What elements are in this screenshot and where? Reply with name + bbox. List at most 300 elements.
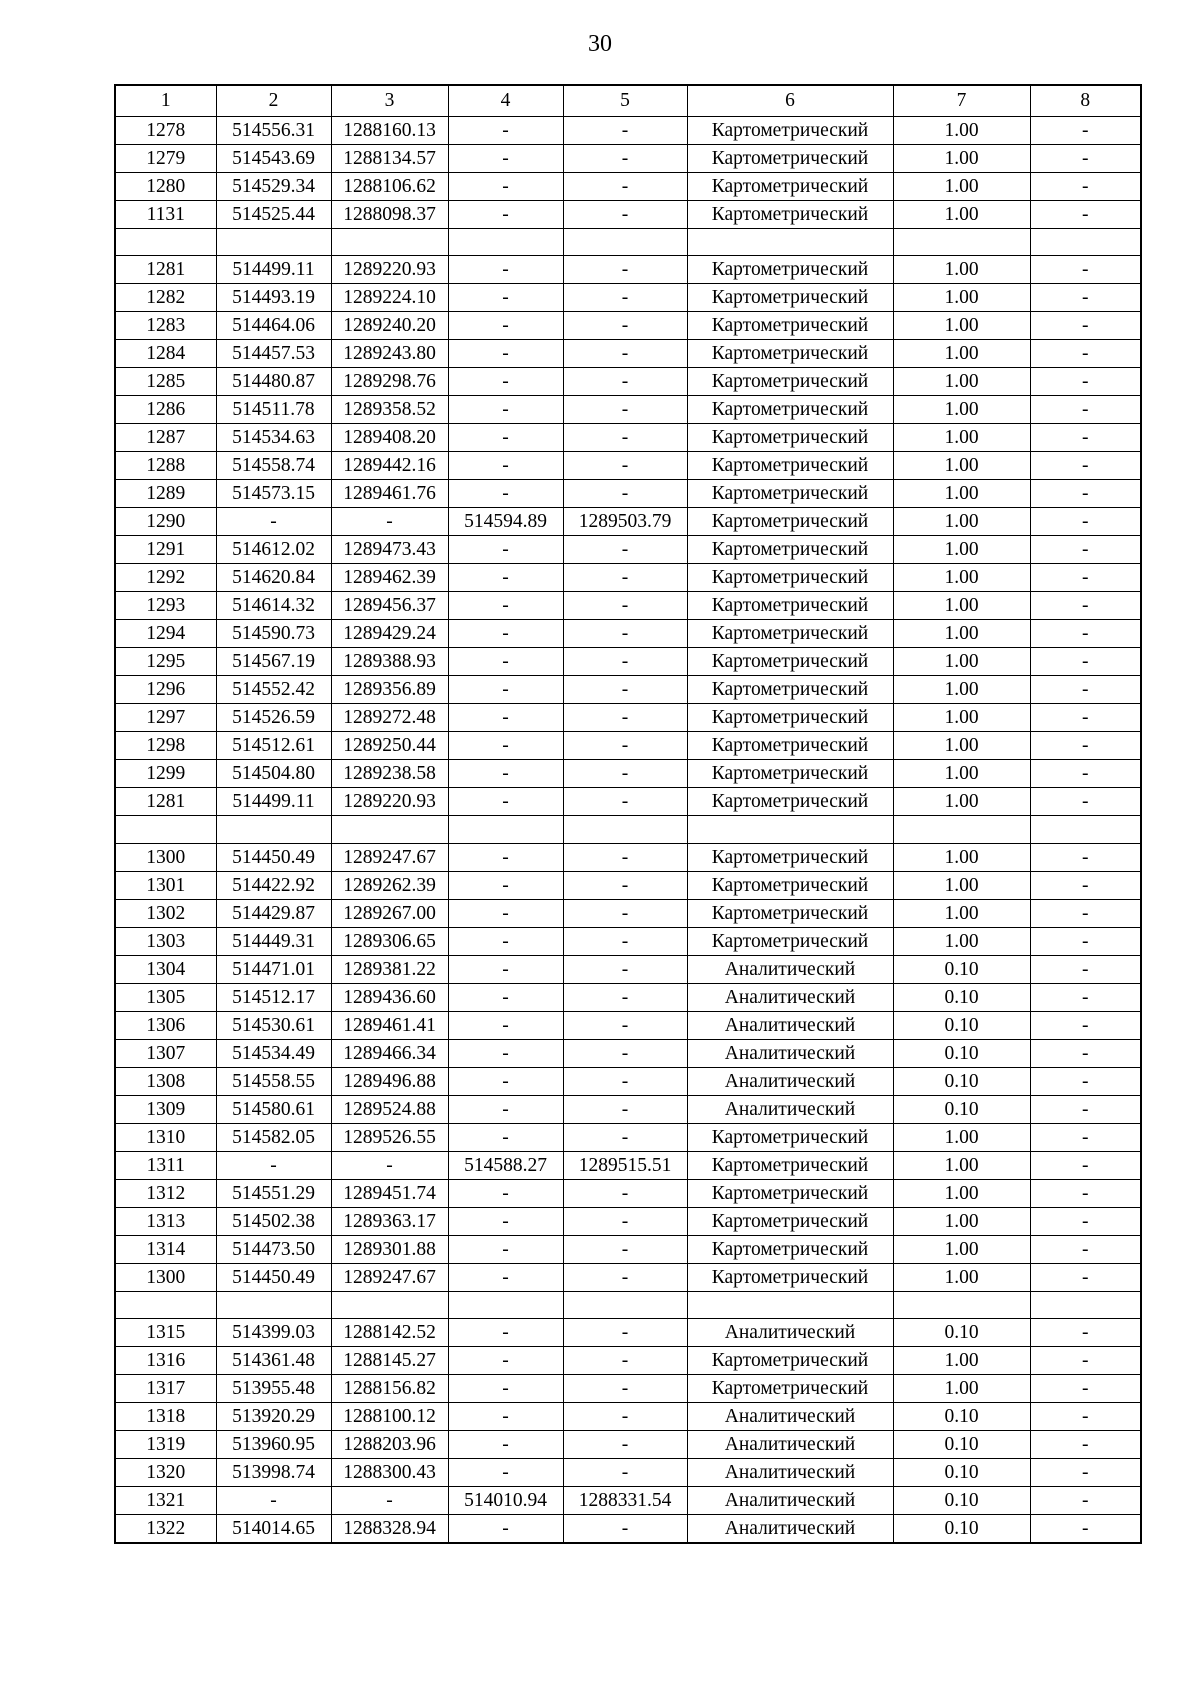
table-row (115, 1375, 1141, 1403)
accuracy-cell: 1.00 (893, 452, 1030, 480)
x-new-coordinate-cell (448, 816, 563, 844)
x-coordinate-cell: 514620.84 (216, 564, 331, 592)
accuracy-cell: 1.00 (893, 368, 1030, 396)
x-new-coordinate-cell: - (448, 1011, 563, 1039)
y-coordinate-cell: 1289388.93 (331, 648, 448, 676)
description-cell: - (1030, 284, 1141, 312)
y-new-coordinate-cell: - (563, 1263, 687, 1291)
x-new-coordinate-cell: - (448, 480, 563, 508)
column-header: 5 (563, 85, 687, 116)
point-number-cell: 1308 (115, 1067, 216, 1095)
table-row (115, 704, 1141, 732)
x-new-coordinate-cell: - (448, 284, 563, 312)
method-cell: Аналитический (687, 1319, 893, 1347)
point-number-cell: 1316 (115, 1347, 216, 1375)
table-row (115, 927, 1141, 955)
column-header: 6 (687, 85, 893, 116)
method-cell: Картометрический (687, 760, 893, 788)
point-number-cell: 1301 (115, 871, 216, 899)
x-new-coordinate-cell: - (448, 1375, 563, 1403)
description-cell: - (1030, 955, 1141, 983)
accuracy-cell: 1.00 (893, 200, 1030, 228)
description-cell: - (1030, 368, 1141, 396)
accuracy-cell: 1.00 (893, 871, 1030, 899)
method-cell (687, 228, 893, 256)
x-coordinate-cell: 514512.61 (216, 732, 331, 760)
y-new-coordinate-cell: - (563, 564, 687, 592)
description-cell: - (1030, 1515, 1141, 1544)
y-coordinate-cell: 1289272.48 (331, 704, 448, 732)
table-row (115, 1067, 1141, 1095)
description-cell: - (1030, 648, 1141, 676)
y-new-coordinate-cell: 1289503.79 (563, 508, 687, 536)
column-header: 2 (216, 85, 331, 116)
y-new-coordinate-cell: - (563, 1095, 687, 1123)
method-cell: Картометрический (687, 368, 893, 396)
x-new-coordinate-cell: - (448, 871, 563, 899)
point-number-cell: 1296 (115, 676, 216, 704)
y-coordinate-cell: 1288134.57 (331, 144, 448, 172)
table-row (115, 368, 1141, 396)
point-number-cell (115, 816, 216, 844)
description-cell: - (1030, 1095, 1141, 1123)
y-new-coordinate-cell: - (563, 1515, 687, 1544)
table-row (115, 312, 1141, 340)
x-new-coordinate-cell: - (448, 1235, 563, 1263)
x-coordinate-cell: 514449.31 (216, 927, 331, 955)
table-row (115, 1235, 1141, 1263)
accuracy-cell: 0.10 (893, 1095, 1030, 1123)
x-coordinate-cell: 514530.61 (216, 1011, 331, 1039)
table-row (115, 788, 1141, 816)
accuracy-cell: 1.00 (893, 480, 1030, 508)
description-cell: - (1030, 983, 1141, 1011)
method-cell: Аналитический (687, 1067, 893, 1095)
y-new-coordinate-cell: - (563, 1403, 687, 1431)
x-new-coordinate-cell: - (448, 648, 563, 676)
y-new-coordinate-cell: 1289515.51 (563, 1151, 687, 1179)
accuracy-cell: 0.10 (893, 983, 1030, 1011)
x-coordinate-cell: 514422.92 (216, 871, 331, 899)
y-new-coordinate-cell: - (563, 1011, 687, 1039)
y-coordinate-cell: - (331, 508, 448, 536)
x-coordinate-cell: 514526.59 (216, 704, 331, 732)
y-coordinate-cell: 1289456.37 (331, 592, 448, 620)
y-coordinate-cell: 1289301.88 (331, 1235, 448, 1263)
x-new-coordinate-cell: - (448, 592, 563, 620)
point-number-cell: 1313 (115, 1207, 216, 1235)
accuracy-cell: 1.00 (893, 592, 1030, 620)
y-coordinate-cell: 1288100.12 (331, 1403, 448, 1431)
y-new-coordinate-cell: - (563, 760, 687, 788)
table-row (115, 172, 1141, 200)
y-new-coordinate-cell: - (563, 732, 687, 760)
x-coordinate-cell: - (216, 1151, 331, 1179)
x-coordinate-cell (216, 228, 331, 256)
column-header: 7 (893, 85, 1030, 116)
method-cell: Картометрический (687, 564, 893, 592)
description-cell: - (1030, 1487, 1141, 1515)
accuracy-cell: 0.10 (893, 1431, 1030, 1459)
x-coordinate-cell: 514429.87 (216, 899, 331, 927)
x-coordinate-cell: 514493.19 (216, 284, 331, 312)
description-cell: - (1030, 788, 1141, 816)
y-coordinate-cell: 1289298.76 (331, 368, 448, 396)
y-new-coordinate-cell: - (563, 620, 687, 648)
point-number-cell: 1307 (115, 1039, 216, 1067)
x-coordinate-cell: 514612.02 (216, 536, 331, 564)
x-new-coordinate-cell: - (448, 1515, 563, 1544)
y-coordinate-cell: 1289429.24 (331, 620, 448, 648)
table-row (115, 340, 1141, 368)
x-new-coordinate-cell: 514588.27 (448, 1151, 563, 1179)
table-row (115, 1515, 1141, 1544)
description-cell: - (1030, 1151, 1141, 1179)
method-cell: Картометрический (687, 340, 893, 368)
accuracy-cell: 1.00 (893, 843, 1030, 871)
accuracy-cell: 0.10 (893, 1403, 1030, 1431)
description-cell: - (1030, 1011, 1141, 1039)
x-new-coordinate-cell: - (448, 256, 563, 284)
accuracy-cell: 1.00 (893, 704, 1030, 732)
x-new-coordinate-cell: - (448, 200, 563, 228)
point-number-cell: 1305 (115, 983, 216, 1011)
accuracy-cell: 1.00 (893, 424, 1030, 452)
table-row (115, 1151, 1141, 1179)
x-new-coordinate-cell: 514594.89 (448, 508, 563, 536)
point-number-cell (115, 1291, 216, 1319)
table-row (115, 1263, 1141, 1291)
description-cell: - (1030, 1207, 1141, 1235)
x-coordinate-cell: 514582.05 (216, 1123, 331, 1151)
accuracy-cell: 0.10 (893, 1459, 1030, 1487)
x-coordinate-cell: 514499.11 (216, 256, 331, 284)
table-row (115, 648, 1141, 676)
x-coordinate-cell: 514504.80 (216, 760, 331, 788)
accuracy-cell: 1.00 (893, 899, 1030, 927)
method-cell: Картометрический (687, 899, 893, 927)
method-cell: Картометрический (687, 144, 893, 172)
table-row (115, 536, 1141, 564)
table-row (115, 1347, 1141, 1375)
y-coordinate-cell: 1289220.93 (331, 256, 448, 284)
x-coordinate-cell: 514499.11 (216, 788, 331, 816)
point-number-cell: 1322 (115, 1515, 216, 1544)
point-number-cell: 1281 (115, 788, 216, 816)
table-row (115, 116, 1141, 144)
y-new-coordinate-cell: - (563, 256, 687, 284)
y-new-coordinate-cell: - (563, 1067, 687, 1095)
y-coordinate-cell: 1289451.74 (331, 1179, 448, 1207)
accuracy-cell: 1.00 (893, 1151, 1030, 1179)
y-new-coordinate-cell: - (563, 871, 687, 899)
y-coordinate-cell: 1288156.82 (331, 1375, 448, 1403)
column-header: 1 (115, 85, 216, 116)
y-new-coordinate-cell: - (563, 1375, 687, 1403)
accuracy-cell: 1.00 (893, 788, 1030, 816)
description-cell: - (1030, 1375, 1141, 1403)
point-number-cell: 1318 (115, 1403, 216, 1431)
point-number-cell: 1306 (115, 1011, 216, 1039)
method-cell: Картометрический (687, 1207, 893, 1235)
x-new-coordinate-cell: - (448, 983, 563, 1011)
x-new-coordinate-cell: - (448, 843, 563, 871)
accuracy-cell: 1.00 (893, 620, 1030, 648)
point-number-cell: 1289 (115, 480, 216, 508)
description-cell (1030, 228, 1141, 256)
table-row (115, 1487, 1141, 1515)
table-row (115, 1459, 1141, 1487)
method-cell: Картометрический (687, 1179, 893, 1207)
y-new-coordinate-cell: - (563, 312, 687, 340)
description-cell (1030, 816, 1141, 844)
y-new-coordinate-cell: - (563, 1319, 687, 1347)
method-cell: Картометрический (687, 284, 893, 312)
accuracy-cell: 0.10 (893, 955, 1030, 983)
table-row (115, 1123, 1141, 1151)
x-new-coordinate-cell: - (448, 1319, 563, 1347)
method-cell: Аналитический (687, 1403, 893, 1431)
table-row (115, 1095, 1141, 1123)
accuracy-cell: 1.00 (893, 1179, 1030, 1207)
x-coordinate-cell: 514014.65 (216, 1515, 331, 1544)
y-new-coordinate-cell: - (563, 144, 687, 172)
y-new-coordinate-cell: - (563, 1179, 687, 1207)
x-new-coordinate-cell: - (448, 1403, 563, 1431)
accuracy-cell: 0.10 (893, 1011, 1030, 1039)
x-new-coordinate-cell: - (448, 452, 563, 480)
x-coordinate-cell: 514512.17 (216, 983, 331, 1011)
y-coordinate-cell: 1289524.88 (331, 1095, 448, 1123)
y-new-coordinate-cell: - (563, 899, 687, 927)
method-cell: Картометрический (687, 871, 893, 899)
method-cell: Картометрический (687, 704, 893, 732)
description-cell: - (1030, 564, 1141, 592)
method-cell: Аналитический (687, 1095, 893, 1123)
y-coordinate-cell: 1288145.27 (331, 1347, 448, 1375)
x-coordinate-cell: 514558.74 (216, 452, 331, 480)
x-coordinate-cell: 514457.53 (216, 340, 331, 368)
y-coordinate-cell: - (331, 1487, 448, 1515)
description-cell (1030, 1291, 1141, 1319)
method-cell: Картометрический (687, 256, 893, 284)
y-coordinate-cell: 1289496.88 (331, 1067, 448, 1095)
accuracy-cell: 1.00 (893, 340, 1030, 368)
description-cell: - (1030, 424, 1141, 452)
x-new-coordinate-cell: - (448, 1095, 563, 1123)
x-coordinate-cell: 514529.34 (216, 172, 331, 200)
x-new-coordinate-cell: - (448, 1039, 563, 1067)
description-cell: - (1030, 843, 1141, 871)
method-cell: Аналитический (687, 1431, 893, 1459)
method-cell: Картометрический (687, 1347, 893, 1375)
x-coordinate-cell: 513920.29 (216, 1403, 331, 1431)
x-new-coordinate-cell: 514010.94 (448, 1487, 563, 1515)
page-number: 30 (588, 31, 612, 57)
x-coordinate-cell: 514502.38 (216, 1207, 331, 1235)
x-coordinate-cell: 514399.03 (216, 1319, 331, 1347)
y-new-coordinate-cell: - (563, 592, 687, 620)
point-number-cell: 1290 (115, 508, 216, 536)
description-cell: - (1030, 340, 1141, 368)
accuracy-cell: 1.00 (893, 927, 1030, 955)
description-cell: - (1030, 760, 1141, 788)
x-new-coordinate-cell: - (448, 1459, 563, 1487)
description-cell: - (1030, 536, 1141, 564)
x-coordinate-cell: 514580.61 (216, 1095, 331, 1123)
x-coordinate-cell: 514614.32 (216, 592, 331, 620)
description-cell: - (1030, 592, 1141, 620)
x-coordinate-cell: 514471.01 (216, 955, 331, 983)
accuracy-cell (893, 816, 1030, 844)
accuracy-cell: 1.00 (893, 312, 1030, 340)
method-cell: Картометрический (687, 172, 893, 200)
x-coordinate-cell: 514543.69 (216, 144, 331, 172)
x-coordinate-cell (216, 1291, 331, 1319)
x-coordinate-cell: 513960.95 (216, 1431, 331, 1459)
method-cell: Аналитический (687, 1487, 893, 1515)
y-coordinate-cell: 1289356.89 (331, 676, 448, 704)
method-cell: Картометрический (687, 452, 893, 480)
y-coordinate-cell: 1288106.62 (331, 172, 448, 200)
y-new-coordinate-cell: - (563, 1459, 687, 1487)
point-number-cell: 1303 (115, 927, 216, 955)
description-cell: - (1030, 1403, 1141, 1431)
y-coordinate-cell: 1289461.41 (331, 1011, 448, 1039)
description-cell: - (1030, 927, 1141, 955)
y-new-coordinate-cell: - (563, 955, 687, 983)
y-coordinate-cell: 1289466.34 (331, 1039, 448, 1067)
table-row-separator (115, 816, 1141, 844)
table-row (115, 564, 1141, 592)
x-coordinate-cell: 513998.74 (216, 1459, 331, 1487)
table-row (115, 983, 1141, 1011)
description-cell: - (1030, 508, 1141, 536)
x-new-coordinate-cell: - (448, 704, 563, 732)
method-cell: Картометрический (687, 508, 893, 536)
description-cell: - (1030, 1039, 1141, 1067)
point-number-cell: 1282 (115, 284, 216, 312)
y-coordinate-cell: 1288160.13 (331, 116, 448, 144)
accuracy-cell: 0.10 (893, 1067, 1030, 1095)
y-coordinate-cell: 1289408.20 (331, 424, 448, 452)
y-coordinate-cell: 1289262.39 (331, 871, 448, 899)
x-coordinate-cell: 514450.49 (216, 843, 331, 871)
x-new-coordinate-cell: - (448, 1431, 563, 1459)
x-new-coordinate-cell: - (448, 760, 563, 788)
x-new-coordinate-cell: - (448, 1123, 563, 1151)
y-coordinate-cell: 1289436.60 (331, 983, 448, 1011)
table-row (115, 1319, 1141, 1347)
table-row (115, 676, 1141, 704)
y-new-coordinate-cell: - (563, 284, 687, 312)
description-cell: - (1030, 200, 1141, 228)
accuracy-cell: 0.10 (893, 1487, 1030, 1515)
description-cell: - (1030, 676, 1141, 704)
point-number-cell: 1312 (115, 1179, 216, 1207)
table-row (115, 955, 1141, 983)
description-cell: - (1030, 1347, 1141, 1375)
accuracy-cell: 1.00 (893, 1347, 1030, 1375)
method-cell: Картометрический (687, 592, 893, 620)
method-cell: Картометрический (687, 732, 893, 760)
y-new-coordinate-cell: - (563, 1207, 687, 1235)
y-coordinate-cell: 1289381.22 (331, 955, 448, 983)
x-coordinate-cell: 514473.50 (216, 1235, 331, 1263)
accuracy-cell: 1.00 (893, 760, 1030, 788)
accuracy-cell: 1.00 (893, 116, 1030, 144)
x-new-coordinate-cell: - (448, 927, 563, 955)
method-cell (687, 1291, 893, 1319)
point-number-cell: 1280 (115, 172, 216, 200)
point-number-cell: 1311 (115, 1151, 216, 1179)
y-new-coordinate-cell (563, 1291, 687, 1319)
table-row (115, 1179, 1141, 1207)
accuracy-cell: 1.00 (893, 144, 1030, 172)
point-number-cell: 1304 (115, 955, 216, 983)
x-new-coordinate-cell: - (448, 676, 563, 704)
description-cell: - (1030, 871, 1141, 899)
method-cell (687, 816, 893, 844)
description-cell: - (1030, 704, 1141, 732)
y-new-coordinate-cell (563, 228, 687, 256)
y-coordinate-cell: 1288142.52 (331, 1319, 448, 1347)
x-new-coordinate-cell: - (448, 424, 563, 452)
method-cell: Картометрический (687, 200, 893, 228)
y-new-coordinate-cell: - (563, 648, 687, 676)
table-row (115, 843, 1141, 871)
table-row (115, 424, 1141, 452)
accuracy-cell: 1.00 (893, 1207, 1030, 1235)
point-number-cell: 1300 (115, 1263, 216, 1291)
method-cell: Аналитический (687, 983, 893, 1011)
point-number-cell: 1309 (115, 1095, 216, 1123)
x-new-coordinate-cell: - (448, 144, 563, 172)
y-coordinate-cell: 1289358.52 (331, 396, 448, 424)
column-header: 8 (1030, 85, 1141, 116)
table-row (115, 256, 1141, 284)
point-number-cell: 1299 (115, 760, 216, 788)
y-coordinate-cell (331, 228, 448, 256)
table-row (115, 871, 1141, 899)
point-number-cell: 1298 (115, 732, 216, 760)
method-cell: Картометрический (687, 1151, 893, 1179)
x-new-coordinate-cell: - (448, 564, 563, 592)
description-cell: - (1030, 396, 1141, 424)
x-coordinate-cell: 514361.48 (216, 1347, 331, 1375)
table-row-separator (115, 228, 1141, 256)
x-new-coordinate-cell: - (448, 368, 563, 396)
method-cell: Аналитический (687, 1039, 893, 1067)
method-cell: Картометрический (687, 1123, 893, 1151)
table-row (115, 284, 1141, 312)
y-new-coordinate-cell: - (563, 843, 687, 871)
y-coordinate-cell: 1289243.80 (331, 340, 448, 368)
description-cell: - (1030, 116, 1141, 144)
x-coordinate-cell: 514480.87 (216, 368, 331, 396)
table-row (115, 452, 1141, 480)
accuracy-cell: 1.00 (893, 536, 1030, 564)
method-cell: Картометрический (687, 648, 893, 676)
y-new-coordinate-cell: - (563, 396, 687, 424)
point-number-cell: 1279 (115, 144, 216, 172)
accuracy-cell: 1.00 (893, 676, 1030, 704)
table-row (115, 396, 1141, 424)
x-new-coordinate-cell: - (448, 1207, 563, 1235)
point-number-cell: 1295 (115, 648, 216, 676)
point-number-cell (115, 228, 216, 256)
accuracy-cell: 1.00 (893, 1235, 1030, 1263)
